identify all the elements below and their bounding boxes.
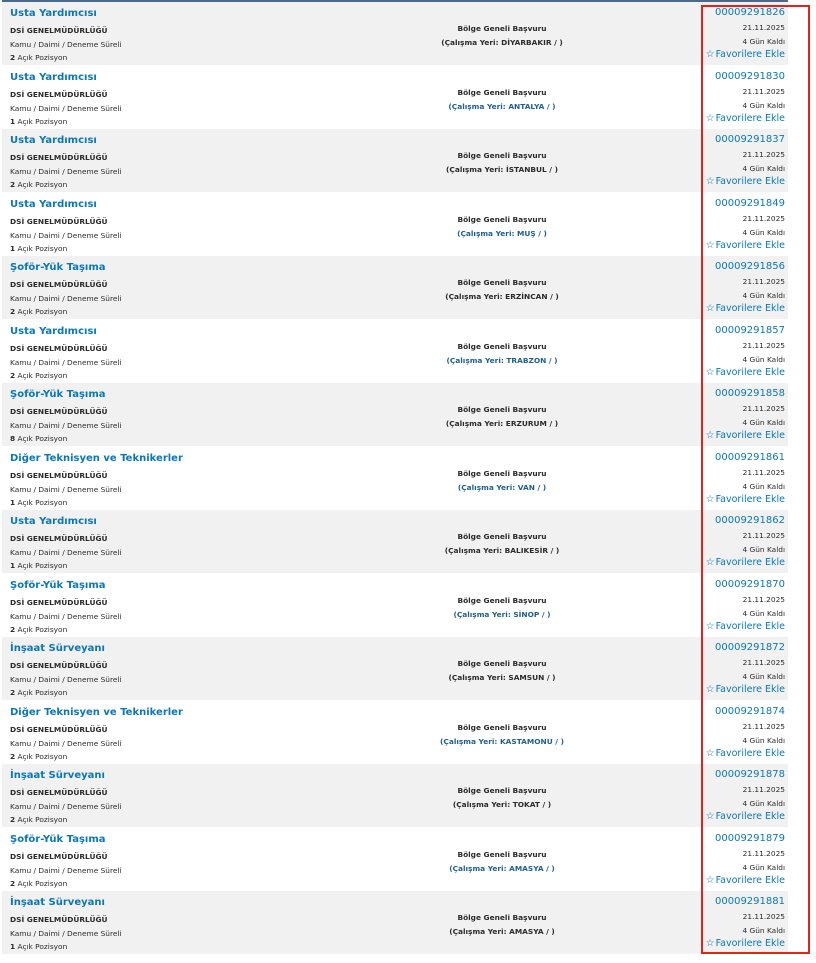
star-outline-icon: ☆ <box>705 620 715 632</box>
position-label: Açık Pozisyon <box>17 688 68 697</box>
days-left: 4 Gün Kaldı <box>742 37 785 46</box>
add-favorite-link[interactable] <box>706 811 785 822</box>
star-outline-icon: ☆ <box>705 430 715 441</box>
add-favorite-label: Favorilere Ekle <box>715 112 785 124</box>
employment-type: Kamu / Daimi / Deneme Süreli <box>10 421 122 430</box>
star-outline-icon: ☆ <box>705 112 715 124</box>
add-favorite-label: Favorilere Ekle <box>715 493 785 505</box>
employment-type: Kamu / Daimi / Deneme Süreli <box>10 865 122 875</box>
listing-number-link[interactable]: 00009291858 <box>715 388 785 399</box>
job-title-link[interactable]: Şoför-Yük Taşıma <box>10 389 106 400</box>
application-type: Bölge Geneli Başvuru <box>457 595 547 605</box>
employment-type: Kamu / Daimi / Deneme Süreli <box>10 40 122 49</box>
listing-number-link[interactable]: 00009291856 <box>715 261 785 272</box>
employment-type: Kamu / Daimi / Deneme Süreli <box>10 611 122 621</box>
job-title-link[interactable]: Usta Yardımcısı <box>10 325 97 337</box>
job-title-link[interactable]: Diğer Teknisyen ve Teknikerler <box>10 452 183 464</box>
position-count: 1 <box>10 942 16 951</box>
add-favorite-label: Favorilere Ekle <box>715 811 785 822</box>
star-outline-icon: ☆ <box>705 303 715 314</box>
job-title-link[interactable]: Usta Yardımcısı <box>10 8 97 19</box>
job-listing-row[interactable] <box>2 447 788 511</box>
position-count: 2 <box>10 307 16 316</box>
organization-name: DSİ GENELMÜDÜRLÜĞÜ <box>10 216 108 226</box>
employment-type: Kamu / Daimi / Deneme Süreli <box>10 103 122 113</box>
position-label: Açık Pozisyon <box>17 815 68 824</box>
add-favorite-label: Favorilere Ekle <box>715 684 785 695</box>
job-title-link[interactable]: İnşaat Sürveyanı <box>10 643 105 654</box>
work-location: (Çalışma Yeri: AMASYA / ) <box>449 863 555 873</box>
job-title-link[interactable]: Şoför-Yük Taşıma <box>10 262 106 273</box>
open-positions <box>10 244 67 253</box>
star-outline-icon: ☆ <box>705 747 715 759</box>
right-gutter <box>788 0 816 963</box>
add-favorite-link[interactable] <box>706 430 785 441</box>
employment-type: Kamu / Daimi / Deneme Süreli <box>10 294 122 303</box>
position-count: 2 <box>10 815 16 824</box>
add-favorite-link[interactable] <box>706 494 785 505</box>
job-listing-row[interactable] <box>2 828 788 892</box>
listing-number-link[interactable]: 00009291837 <box>715 134 785 145</box>
add-favorite-label: Favorilere Ekle <box>715 49 785 60</box>
application-type: Bölge Geneli Başvuru <box>457 278 547 287</box>
deadline-date: 21.11.2025 <box>742 531 785 540</box>
star-outline-icon: ☆ <box>705 938 715 949</box>
employment-type: Kamu / Daimi / Deneme Süreli <box>10 167 122 176</box>
listing-number-link[interactable]: 00009291870 <box>715 578 785 590</box>
position-count: 1 <box>10 243 16 253</box>
position-label: Açık Pozisyon <box>17 307 68 316</box>
work-location: (Çalışma Yeri: ANTALYA / ) <box>448 101 556 111</box>
application-type: Bölge Geneli Başvuru <box>457 87 547 97</box>
star-outline-icon: ☆ <box>705 811 715 822</box>
work-location: (Çalışma Yeri: KASTAMONU / ) <box>440 736 564 746</box>
deadline-date: 21.11.2025 <box>742 86 785 96</box>
organization-name: DSİ GENELMÜDÜRLÜĞÜ <box>10 724 108 734</box>
work-location: (Çalışma Yeri: SAMSUN / ) <box>448 673 556 682</box>
position-count: 2 <box>10 751 16 761</box>
job-title-link[interactable]: Usta Yardımcısı <box>10 135 97 146</box>
position-count: 1 <box>10 561 16 570</box>
position-label: Açık Pozisyon <box>17 561 68 570</box>
open-positions <box>10 117 67 126</box>
job-listing-row[interactable] <box>2 320 788 384</box>
organization-name: DSİ GENELMÜDÜRLÜĞÜ <box>10 26 108 35</box>
add-favorite-link[interactable] <box>706 240 785 251</box>
add-favorite-label: Favorilere Ekle <box>715 430 785 441</box>
open-positions <box>10 625 67 634</box>
days-left: 4 Gün Kaldı <box>742 481 785 491</box>
add-favorite-label: Favorilere Ekle <box>715 239 785 251</box>
work-location: (Çalışma Yeri: ERZURUM / ) <box>445 419 559 428</box>
application-type: Bölge Geneli Başvuru <box>457 151 547 160</box>
star-outline-icon: ☆ <box>705 176 715 187</box>
deadline-date: 21.11.2025 <box>742 340 785 350</box>
job-listing-row[interactable] <box>2 66 788 130</box>
days-left: 4 Gün Kaldı <box>742 735 785 745</box>
add-favorite-label: Favorilere Ekle <box>715 176 785 187</box>
work-location: (Çalışma Yeri: TRABZON / ) <box>446 355 558 365</box>
deadline-date: 21.11.2025 <box>742 658 785 667</box>
add-favorite-label: Favorilere Ekle <box>715 620 785 632</box>
listing-number-link[interactable]: 00009291872 <box>715 642 785 653</box>
open-positions <box>10 53 67 62</box>
job-title-link[interactable]: Usta Yardımcısı <box>10 71 97 83</box>
position-count: 2 <box>10 53 16 62</box>
add-favorite-label: Favorilere Ekle <box>715 938 785 949</box>
work-location: (Çalışma Yeri: BALIKESİR / ) <box>444 546 560 555</box>
listing-number-link[interactable]: 00009291849 <box>715 197 785 209</box>
application-type: Bölge Geneli Başvuru <box>457 214 547 224</box>
deadline-date: 21.11.2025 <box>742 150 785 159</box>
organization-name: DSİ GENELMÜDÜRLÜĞÜ <box>10 89 108 99</box>
position-label: Açık Pozisyon <box>17 624 68 634</box>
organization-name: DSİ GENELMÜDÜRLÜĞÜ <box>10 788 108 797</box>
add-favorite-link[interactable] <box>706 684 785 695</box>
days-left: 4 Gün Kaldı <box>742 862 785 872</box>
position-label: Açık Pozisyon <box>17 434 68 443</box>
work-location: (Çalışma Yeri: VAN / ) <box>457 482 547 492</box>
job-listing-row[interactable] <box>2 129 788 193</box>
organization-name: DSİ GENELMÜDÜRLÜĞÜ <box>10 661 108 670</box>
deadline-date: 21.11.2025 <box>742 848 785 858</box>
deadline-date: 21.11.2025 <box>742 785 785 794</box>
organization-name: DSİ GENELMÜDÜRLÜĞÜ <box>10 343 108 353</box>
star-outline-icon: ☆ <box>705 874 715 886</box>
job-listing-row[interactable] <box>2 256 788 320</box>
days-left: 4 Gün Kaldı <box>742 418 785 427</box>
application-type: Bölge Geneli Başvuru <box>457 786 547 795</box>
add-favorite-link[interactable] <box>706 748 785 759</box>
add-favorite-link[interactable] <box>706 875 785 886</box>
application-type: Bölge Geneli Başvuru <box>457 532 547 541</box>
employment-type: Kamu / Daimi / Deneme Süreli <box>10 230 122 240</box>
add-favorite-label: Favorilere Ekle <box>715 747 785 759</box>
work-location: (Çalışma Yeri: ERZİNCAN / ) <box>445 292 559 301</box>
application-type: Bölge Geneli Başvuru <box>457 468 547 478</box>
listing-number-link[interactable]: 00009291830 <box>715 70 785 82</box>
job-title-link[interactable]: İnşaat Sürveyanı <box>10 897 105 908</box>
organization-name: DSİ GENELMÜDÜRLÜĞÜ <box>10 915 108 924</box>
application-type: Bölge Geneli Başvuru <box>457 659 547 668</box>
job-listing-row[interactable] <box>2 574 788 638</box>
days-left: 4 Gün Kaldı <box>742 672 785 681</box>
days-left: 4 Gün Kaldı <box>742 164 785 173</box>
employment-type: Kamu / Daimi / Deneme Süreli <box>10 357 122 367</box>
organization-name: DSİ GENELMÜDÜRLÜĞÜ <box>10 407 108 416</box>
organization-name: DSİ GENELMÜDÜRLÜĞÜ <box>10 534 108 543</box>
listing-number-link[interactable]: 00009291874 <box>715 705 785 717</box>
organization-name: DSİ GENELMÜDÜRLÜĞÜ <box>10 851 108 861</box>
add-favorite-link[interactable] <box>706 557 785 568</box>
job-listing-row[interactable] <box>2 891 788 955</box>
application-type: Bölge Geneli Başvuru <box>457 722 547 732</box>
job-title-link[interactable]: Şoför-Yük Taşıma <box>10 833 106 845</box>
deadline-date: 21.11.2025 <box>742 467 785 477</box>
position-count: 2 <box>10 878 16 888</box>
deadline-date: 21.11.2025 <box>742 23 785 32</box>
star-outline-icon: ☆ <box>705 49 715 60</box>
position-count: 2 <box>10 688 16 697</box>
employment-type: Kamu / Daimi / Deneme Süreli <box>10 802 122 811</box>
open-positions <box>10 434 67 443</box>
position-count: 2 <box>10 180 16 189</box>
job-title-link[interactable]: İnşaat Sürveyanı <box>10 770 105 781</box>
position-label: Açık Pozisyon <box>17 116 68 126</box>
organization-name: DSİ GENELMÜDÜRLÜĞÜ <box>10 280 108 289</box>
open-positions <box>10 307 67 316</box>
work-location: (Çalışma Yeri: TOKAT / ) <box>452 800 552 809</box>
job-title-link[interactable]: Usta Yardımcısı <box>10 516 97 527</box>
open-positions <box>10 752 67 761</box>
add-favorite-link[interactable] <box>706 938 785 949</box>
position-label: Açık Pozisyon <box>17 751 68 761</box>
days-left: 4 Gün Kaldı <box>742 608 785 618</box>
listing-number-link[interactable]: 00009291857 <box>715 324 785 336</box>
deadline-date: 21.11.2025 <box>742 912 785 921</box>
days-left: 4 Gün Kaldı <box>742 926 785 935</box>
add-favorite-link[interactable] <box>706 367 785 378</box>
add-favorite-link[interactable] <box>706 113 785 124</box>
listing-number-link[interactable]: 00009291881 <box>715 896 785 907</box>
add-favorite-label: Favorilere Ekle <box>715 874 785 886</box>
work-location: (Çalışma Yeri: DİYARBAKIR / ) <box>441 38 563 47</box>
job-listing-row[interactable] <box>2 2 788 66</box>
position-count: 8 <box>10 434 16 443</box>
application-type: Bölge Geneli Başvuru <box>457 913 547 922</box>
add-favorite-label: Favorilere Ekle <box>715 303 785 314</box>
deadline-date: 21.11.2025 <box>742 277 785 286</box>
deadline-date: 21.11.2025 <box>742 213 785 223</box>
add-favorite-link[interactable] <box>706 303 785 314</box>
listing-number-link[interactable]: 00009291862 <box>715 515 785 526</box>
work-location: (Çalışma Yeri: İSTANBUL / ) <box>446 165 558 174</box>
position-label: Açık Pozisyon <box>17 53 68 62</box>
work-location: (Çalışma Yeri: SİNOP / ) <box>453 609 551 619</box>
job-listing-list <box>2 2 788 955</box>
deadline-date: 21.11.2025 <box>742 594 785 604</box>
listing-number-link[interactable]: 00009291826 <box>715 7 785 18</box>
employment-type: Kamu / Daimi / Deneme Süreli <box>10 548 122 557</box>
job-listing-row[interactable] <box>2 510 788 574</box>
job-listing-row[interactable] <box>2 193 788 257</box>
application-type: Bölge Geneli Başvuru <box>457 341 547 351</box>
star-outline-icon: ☆ <box>705 493 715 505</box>
work-location: (Çalışma Yeri: AMASYA / ) <box>449 927 555 936</box>
listing-number-link[interactable]: 00009291879 <box>715 832 785 844</box>
organization-name: DSİ GENELMÜDÜRLÜĞÜ <box>10 153 108 162</box>
deadline-date: 21.11.2025 <box>742 721 785 731</box>
position-count: 1 <box>10 497 16 507</box>
organization-name: DSİ GENELMÜDÜRLÜĞÜ <box>10 597 108 607</box>
open-positions <box>10 180 67 189</box>
position-label: Açık Pozisyon <box>17 497 68 507</box>
add-favorite-label: Favorilere Ekle <box>715 557 785 568</box>
days-left: 4 Gün Kaldı <box>742 545 785 554</box>
job-listing-row[interactable] <box>2 383 788 447</box>
star-outline-icon: ☆ <box>705 557 715 568</box>
employment-type: Kamu / Daimi / Deneme Süreli <box>10 675 122 684</box>
job-listing-row[interactable] <box>2 701 788 765</box>
listing-number-link[interactable]: 00009291861 <box>715 451 785 463</box>
employment-type: Kamu / Daimi / Deneme Süreli <box>10 738 122 748</box>
job-listing-row[interactable] <box>2 764 788 828</box>
position-label: Açık Pozisyon <box>17 942 68 951</box>
open-positions <box>10 498 67 507</box>
listing-number-link[interactable]: 00009291878 <box>715 769 785 780</box>
add-favorite-label: Favorilere Ekle <box>715 366 785 378</box>
add-favorite-link[interactable] <box>706 621 785 632</box>
position-label: Açık Pozisyon <box>17 243 68 253</box>
job-title-link[interactable]: Usta Yardımcısı <box>10 198 97 210</box>
open-positions <box>10 942 67 951</box>
employment-type: Kamu / Daimi / Deneme Süreli <box>10 484 122 494</box>
application-type: Bölge Geneli Başvuru <box>457 849 547 859</box>
open-positions <box>10 688 67 697</box>
add-favorite-link[interactable] <box>706 176 785 187</box>
star-outline-icon: ☆ <box>705 684 715 695</box>
position-label: Açık Pozisyon <box>17 180 68 189</box>
job-title-link[interactable]: Diğer Teknisyen ve Teknikerler <box>10 706 183 718</box>
job-title-link[interactable]: Şoför-Yük Taşıma <box>10 579 106 591</box>
open-positions <box>10 815 67 824</box>
job-listing-row[interactable] <box>2 637 788 701</box>
days-left: 4 Gün Kaldı <box>742 799 785 808</box>
organization-name: DSİ GENELMÜDÜRLÜĞÜ <box>10 470 108 480</box>
application-type: Bölge Geneli Başvuru <box>457 405 547 414</box>
deadline-date: 21.11.2025 <box>742 404 785 413</box>
star-outline-icon: ☆ <box>705 366 715 378</box>
employment-type: Kamu / Daimi / Deneme Süreli <box>10 929 122 938</box>
work-location: (Çalışma Yeri: MUŞ / ) <box>457 228 547 238</box>
position-label: Açık Pozisyon <box>17 370 68 380</box>
days-left: 4 Gün Kaldı <box>742 100 785 110</box>
open-positions <box>10 561 67 570</box>
days-left: 4 Gün Kaldı <box>742 291 785 300</box>
add-favorite-link[interactable] <box>706 49 785 60</box>
position-count: 2 <box>10 370 16 380</box>
open-positions <box>10 371 67 380</box>
days-left: 4 Gün Kaldı <box>742 354 785 364</box>
star-outline-icon: ☆ <box>705 239 715 251</box>
position-count: 2 <box>10 624 16 634</box>
open-positions <box>10 879 67 888</box>
days-left: 4 Gün Kaldı <box>742 227 785 237</box>
application-type: Bölge Geneli Başvuru <box>457 24 547 33</box>
position-label: Açık Pozisyon <box>17 878 68 888</box>
position-count: 1 <box>10 116 16 126</box>
